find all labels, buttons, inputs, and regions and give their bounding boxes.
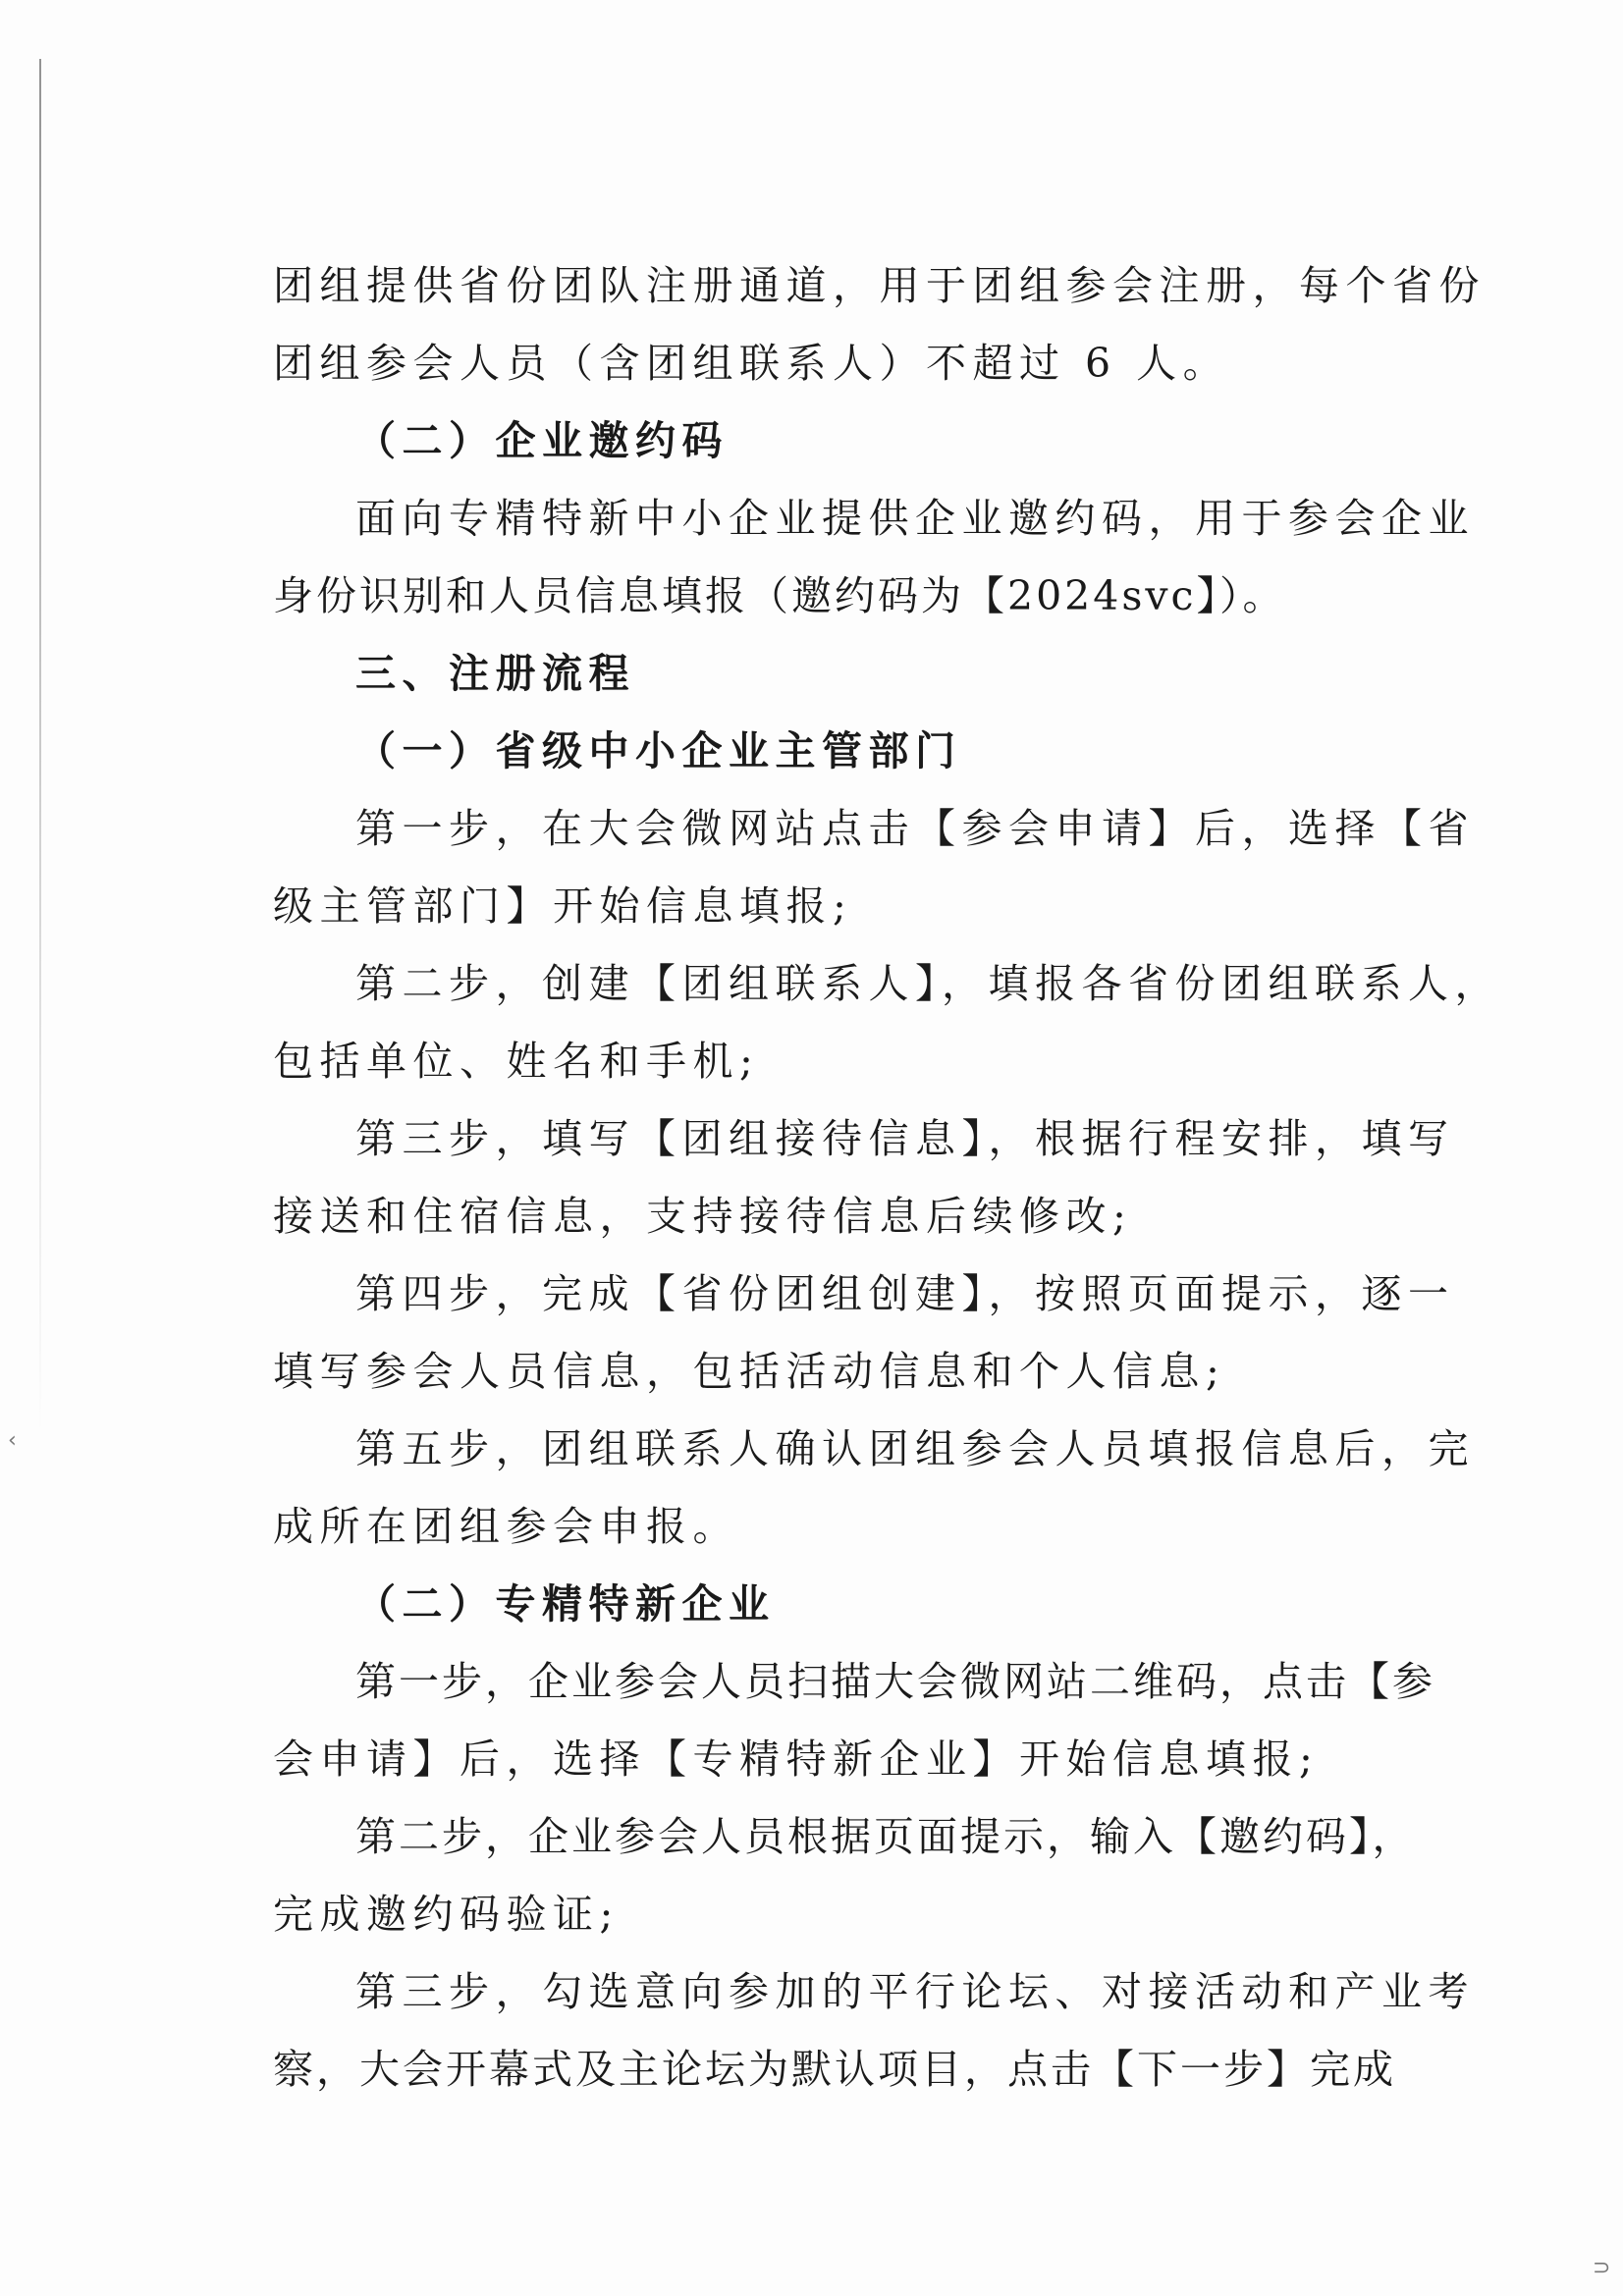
paragraph-line: 会申请】后，选择【专精特新企业】开始信息填报; bbox=[273, 1735, 1320, 1783]
paragraph-line: 察，大会开幕式及主论坛为默认项目，点击【下一步】完成 bbox=[273, 2046, 1396, 2093]
paragraph-line: 填写参会人员信息，包括活动信息和个人信息; bbox=[273, 1348, 1226, 1395]
paragraph-line: 第四步，完成【省份团组创建】，按照页面提示，逐一 bbox=[355, 1270, 1455, 1317]
paragraph-line: 第一步，在大会微网站点击【参会申请】后，选择【省 bbox=[355, 805, 1475, 852]
section-heading: （二）专精特新企业 bbox=[355, 1580, 776, 1628]
paragraph-line: 第二步，企业参会人员根据页面提示，输入【邀约码】， bbox=[355, 1813, 1416, 1860]
paragraph-line: 第一步，企业参会人员扫描大会微网站二维码，点击【参 bbox=[355, 1658, 1435, 1705]
paragraph-line: 团组提供省份团队注册通道，用于团组参会注册，每个省份 bbox=[273, 262, 1486, 309]
paragraph-line: 身份识别和人员信息填报（邀约码为【2024svc】）。 bbox=[273, 572, 1286, 619]
paragraph-line: 面向专精特新中小企业提供企业邀约码，用于参会企业 bbox=[355, 495, 1475, 542]
paragraph-line: 第二步，创建【团组联系人】，填报各省份团组联系人， bbox=[355, 960, 1501, 1007]
paragraph-line: 接送和住宿信息，支持接待信息后续修改; bbox=[273, 1193, 1133, 1240]
section-heading: （一）省级中小企业主管部门 bbox=[355, 727, 962, 774]
scan-edge-mark: ‹ bbox=[8, 1428, 17, 1453]
paragraph-line: 包括单位、姓名和手机; bbox=[273, 1038, 760, 1085]
paragraph-line: 第三步，填写【团组接待信息】，根据行程安排，填写 bbox=[355, 1115, 1455, 1162]
paragraph-line: 团组参会人员（含团组联系人）不超过 6 人。 bbox=[273, 340, 1230, 387]
paragraph-line: 第五步，团组联系人确认团组参会人员填报信息后，完 bbox=[355, 1425, 1475, 1472]
paragraph-line: 完成邀约码验证; bbox=[273, 1891, 620, 1938]
paragraph-line: 第三步，勾选意向参加的平行论坛、对接活动和产业考 bbox=[355, 1968, 1475, 2015]
scan-margin-line bbox=[39, 59, 41, 1433]
section-heading: 三、注册流程 bbox=[355, 650, 635, 697]
paragraph-line: 成所在团组参会申报。 bbox=[273, 1503, 739, 1550]
section-heading: （二）企业邀约码 bbox=[355, 417, 729, 464]
scan-edge-mark: ⊃ bbox=[1593, 2256, 1611, 2280]
document-body bbox=[273, 247, 1501, 2109]
paragraph-line: 级主管部门】开始信息填报; bbox=[273, 882, 853, 930]
